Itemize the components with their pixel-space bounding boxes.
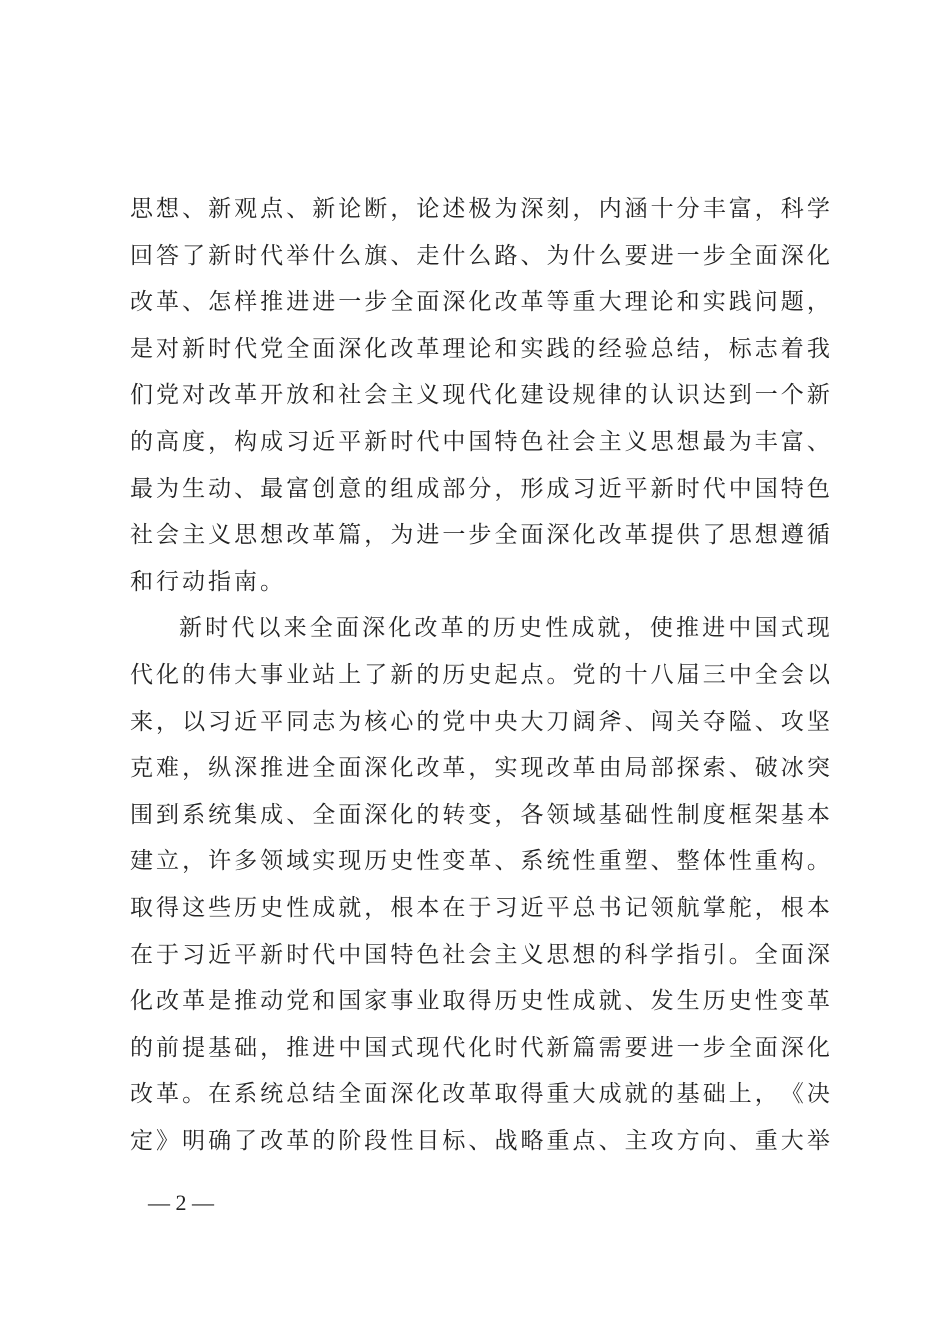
text-line: 代 化 的 伟 大 事 业 站 上 了 新 的 历 史 起 点 。 党 的 十 八 届 三 中 全 会 以 <box>130 661 830 688</box>
text-line: 的 前 提 基 础 ， 推 进 中 国 式 现 代 化 时 代 新 篇 需 要 进 一 步 全 面 深 化 <box>130 1034 830 1061</box>
text-line: 克 难 ， 纵 深 推 进 全 面 深 化 改 革 ， 实 现 改 革 由 局 部 探 索 、 破 冰 突 <box>130 755 830 782</box>
text-line: 定 》 明 确 了 改 革 的 阶 段 性 目 标 、 战 略 重 点 、 主 攻 方 向 、 重 大 举 <box>130 1127 830 1154</box>
text-line: 思 想 、 新 观 点 、 新 论 断 ， 论 述 极 为 深 刻 ， 内 涵 十 分 丰 富 ， 科 学 <box>130 196 830 222</box>
text-line: 最 为 生 动 、 最 富 创 意 的 组 成 部 分 ， 形 成 习 近 平 新 时 代 中 国 特 色 <box>130 475 830 502</box>
text-line: 社 会 主 义 思 想 改 革 篇 ， 为 进 一 步 全 面 深 化 改 革 提 供 了 思 想 遵 循 <box>130 522 830 549</box>
text-line: 是 对 新 时 代 党 全 面 深 化 改 革 理 论 和 实 践 的 经 验 总 结 ， 标 志 着 我 <box>130 335 830 362</box>
text-line: 改 革 、 怎 样 推 进 进 一 步 全 面 深 化 改 革 等 重 大 理 论 和 实 践 问 题 ， <box>130 289 830 316</box>
text-line: 改 革 。 在 系 统 总 结 全 面 深 化 改 革 取 得 重 大 成 就 的 基 础 上 ， 《 决 <box>130 1081 830 1108</box>
text-line: 建 立 ， 许 多 领 域 实 现 历 史 性 变 革 、 系 统 性 重 塑 、 整 体 性 重 构 。 <box>130 848 830 875</box>
text-line: 新 时 代 以 来 全 面 深 化 改 革 的 历 史 性 成 就 ， 使 推 进 中 国 式 现 <box>179 615 830 642</box>
text-line: 围 到 系 统 集 成 、 全 面 深 化 的 转 变 ， 各 领 域 基 础 性 制 度 框 架 基 本 <box>130 801 830 828</box>
text-line: 和行动指南。 <box>130 568 286 595</box>
text-line: 在 于 习 近 平 新 时 代 中 国 特 色 社 会 主 义 思 想 的 科 学 指 引 。 全 面 深 <box>130 941 830 968</box>
text-line: 们 党 对 改 革 开 放 和 社 会 主 义 现 代 化 建 设 规 律 的 认 识 达 到 一 个 新 <box>130 382 830 409</box>
body-text <box>130 186 830 1164</box>
text-line: 的 高 度 ， 构 成 习 近 平 新 时 代 中 国 特 色 社 会 主 义 思 想 最 为 丰 富 、 <box>130 428 830 455</box>
text-line: 取 得 这 些 历 史 性 成 就 ， 根 本 在 于 习 近 平 总 书 记 领 航 掌 舵 ， 根 本 <box>130 894 830 921</box>
text-line: 回 答 了 新 时 代 举 什 么 旗 、 走 什 么 路 、 为 什 么 要 进 一 步 全 面 深 化 <box>130 242 830 269</box>
text-line: 化 改 革 是 推 动 党 和 国 家 事 业 取 得 历 史 性 成 就 、 发 生 历 史 性 变 革 <box>130 988 830 1015</box>
page-number: — 2 — <box>148 1190 214 1215</box>
text-line: 来 ， 以 习 近 平 同 志 为 核 心 的 党 中 央 大 刀 阔 斧 、 闯 关 夺 隘 、 攻 坚 <box>130 708 830 735</box>
